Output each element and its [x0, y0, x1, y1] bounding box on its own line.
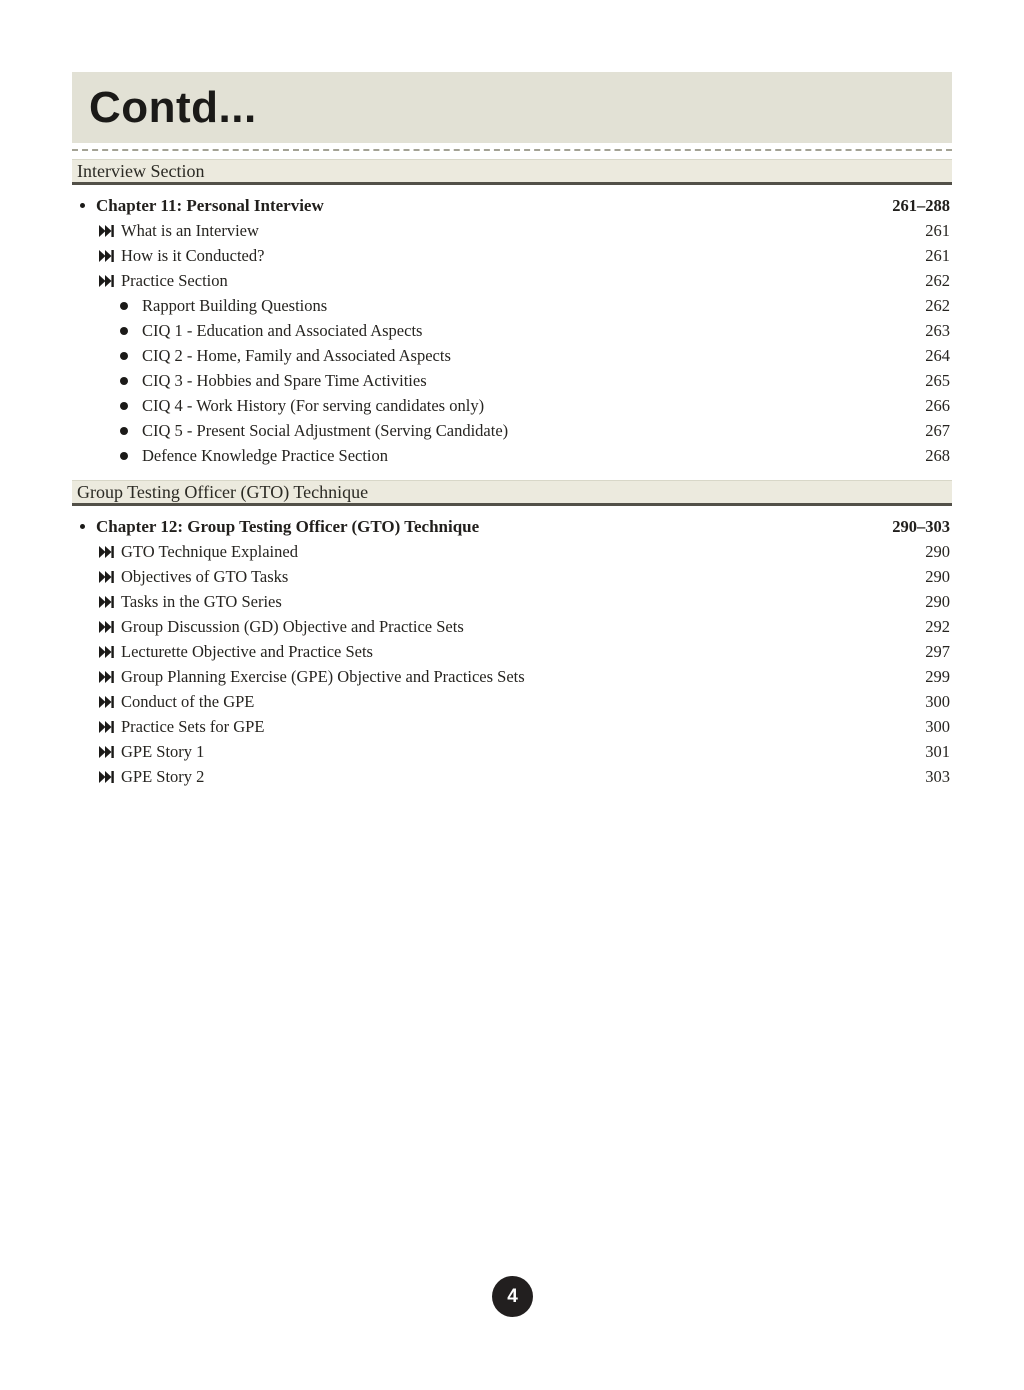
toc-item-page: 299 — [925, 666, 950, 686]
toc-item-label: Tasks in the GTO Series — [121, 591, 282, 611]
next-track-icon — [98, 274, 115, 287]
toc-section — [72, 159, 952, 468]
toc-subitem-row — [72, 443, 952, 468]
next-track-icon — [98, 595, 115, 608]
toc-item-row — [72, 639, 952, 664]
toc-subitem-row — [72, 418, 952, 443]
toc-item-label: CIQ 4 - Work History (For serving candidates only) — [142, 395, 485, 415]
toc-item-page: 263 — [925, 320, 950, 340]
dot-bullet-icon — [120, 302, 128, 310]
toc-item-row — [72, 564, 952, 589]
next-track-icon — [98, 249, 115, 262]
toc-item-page: 290 — [925, 591, 950, 611]
toc-item-label: Practice Section — [121, 270, 228, 290]
toc-item-label: How is it Conducted? — [121, 245, 265, 265]
section-title: Group Testing Officer (GTO) Technique — [77, 482, 369, 502]
toc-item-row — [72, 614, 952, 639]
chapter-title: Chapter 11: Personal Interview — [96, 195, 324, 215]
toc-item-row — [72, 764, 952, 789]
next-track-icon — [98, 770, 115, 783]
chapter-page-range: 261–288 — [892, 195, 950, 215]
banner-title: Contd... — [89, 82, 257, 132]
toc-item-page: 290 — [925, 566, 950, 586]
toc-item-label: Group Discussion (GD) Objective and Practice Sets — [121, 616, 464, 636]
dot-bullet-icon — [120, 452, 128, 460]
banner-divider — [72, 149, 952, 151]
toc-item-row — [72, 589, 952, 614]
chapter-page-range: 290–303 — [892, 516, 950, 536]
next-track-icon — [98, 224, 115, 237]
chapter-row — [72, 514, 952, 539]
toc-item-label: Rapport Building Questions — [142, 295, 328, 315]
toc-item-label: CIQ 3 - Hobbies and Spare Time Activities — [142, 370, 427, 390]
toc-item-page: 300 — [925, 716, 950, 736]
table-of-contents — [72, 159, 952, 789]
next-track-icon — [98, 695, 115, 708]
toc-subitem-row — [72, 368, 952, 393]
toc-item-row — [72, 739, 952, 764]
section-header-bar — [72, 159, 952, 185]
page-number: 4 — [507, 1285, 518, 1307]
toc-item-label: GPE Story 2 — [121, 766, 205, 786]
toc-section — [72, 480, 952, 789]
toc-item-page: 268 — [925, 445, 950, 465]
next-track-icon — [98, 720, 115, 733]
toc-item-page: 297 — [925, 641, 950, 661]
toc-item-label: CIQ 2 - Home, Family and Associated Aspects — [142, 345, 451, 365]
toc-item-row — [72, 539, 952, 564]
bullet-icon — [80, 203, 85, 208]
toc-item-page: 300 — [925, 691, 950, 711]
toc-item-label: Group Planning Exercise (GPE) Objective and Practices Sets — [121, 666, 525, 686]
toc-item-label: Conduct of the GPE — [121, 691, 255, 711]
contd-banner — [72, 72, 952, 143]
toc-item-row — [72, 714, 952, 739]
toc-subitem-row — [72, 318, 952, 343]
dot-bullet-icon — [120, 427, 128, 435]
toc-item-page: 301 — [925, 741, 950, 761]
section-body — [72, 193, 952, 468]
section-header-bar — [72, 480, 952, 506]
toc-item-page: 267 — [925, 420, 950, 440]
toc-subitem-row — [72, 393, 952, 418]
dot-bullet-icon — [120, 402, 128, 410]
next-track-icon — [98, 545, 115, 558]
next-track-icon — [98, 620, 115, 633]
toc-item-label: Defence Knowledge Practice Section — [142, 445, 389, 465]
toc-item-label: CIQ 1 - Education and Associated Aspects — [142, 320, 423, 340]
next-track-icon — [98, 670, 115, 683]
chapter-row — [72, 193, 952, 218]
toc-item-page: 262 — [925, 295, 950, 315]
chapter-title: Chapter 12: Group Testing Officer (GTO) Technique — [96, 516, 480, 536]
toc-item-row — [72, 243, 952, 268]
dot-bullet-icon — [120, 327, 128, 335]
toc-item-page: 266 — [925, 395, 950, 415]
toc-item-page: 261 — [925, 220, 950, 240]
next-track-icon — [98, 745, 115, 758]
toc-item-row — [72, 689, 952, 714]
toc-item-page: 290 — [925, 541, 950, 561]
toc-subitem-row — [72, 293, 952, 318]
toc-subitem-row — [72, 343, 952, 368]
toc-item-page: 264 — [925, 345, 950, 365]
toc-item-row — [72, 664, 952, 689]
toc-item-label: Practice Sets for GPE — [121, 716, 265, 736]
toc-item-page: 303 — [925, 766, 950, 786]
page-number-badge — [492, 1276, 533, 1317]
toc-item-label: GTO Technique Explained — [121, 541, 298, 561]
next-track-icon — [98, 645, 115, 658]
toc-item-page: 292 — [925, 616, 950, 636]
toc-item-label: GPE Story 1 — [121, 741, 205, 761]
toc-item-page: 262 — [925, 270, 950, 290]
toc-item-page: 265 — [925, 370, 950, 390]
toc-item-label: CIQ 5 - Present Social Adjustment (Serving Candidate) — [142, 420, 509, 440]
toc-item-label: Lecturette Objective and Practice Sets — [121, 641, 373, 661]
section-title: Interview Section — [77, 161, 205, 181]
toc-item-label: What is an Interview — [121, 220, 259, 240]
bullet-icon — [80, 524, 85, 529]
toc-item-label: Objectives of GTO Tasks — [121, 566, 289, 586]
dot-bullet-icon — [120, 352, 128, 360]
toc-item-row — [72, 218, 952, 243]
dot-bullet-icon — [120, 377, 128, 385]
toc-item-page: 261 — [925, 245, 950, 265]
next-track-icon — [98, 570, 115, 583]
section-body — [72, 514, 952, 789]
toc-item-row — [72, 268, 952, 293]
